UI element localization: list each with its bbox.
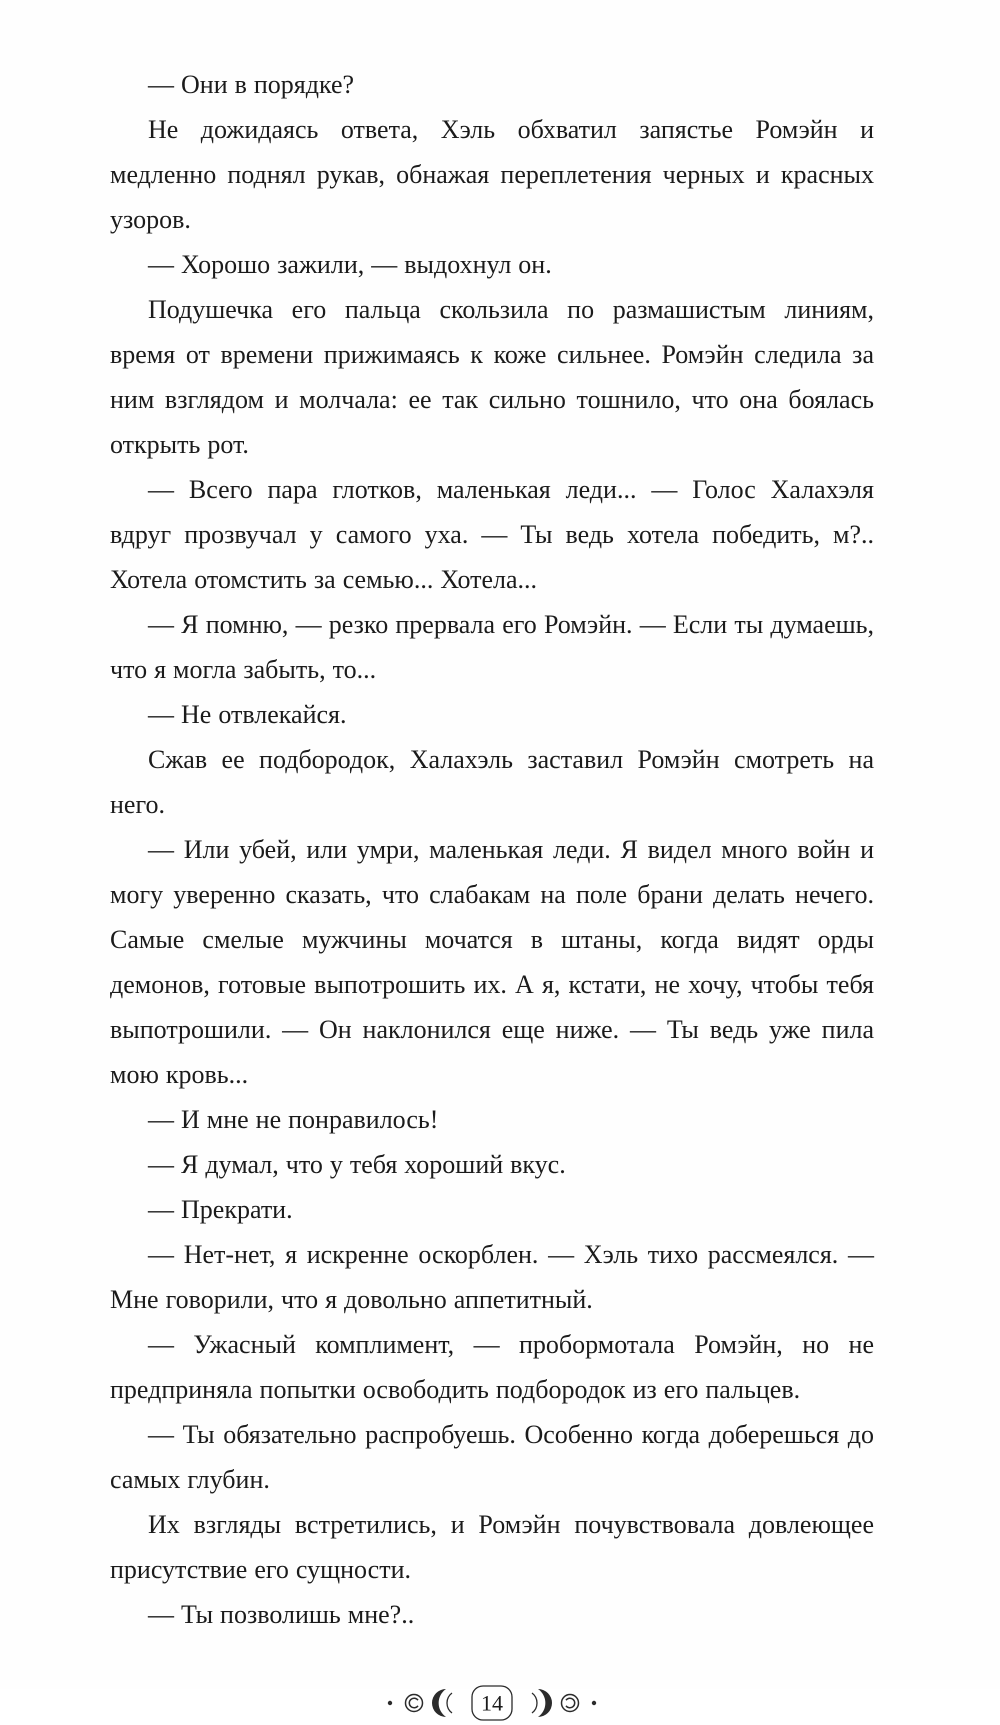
page-footer (110, 1681, 874, 1725)
paragraph: — Я думал, что у тебя хороший вкус. (148, 1150, 566, 1179)
paragraph: Сжав ее подбородок, Халахэль заставил Ромэйн смотреть на него. (110, 745, 874, 819)
left-crescent-icon (432, 1689, 452, 1717)
paragraph: — Прекрати. (148, 1195, 293, 1224)
paragraph: Подушечка его пальца скользила по размашистым линиям, время от времени прижимаясь к коже сильнее. Ромэйн следила за ним взглядом и молчала: ее так сильно тошнило, что она боялась открыть рот. (110, 295, 874, 459)
paragraph: Их взгляды встретились, и Ромэйн почувствовала довлеющее присутствие его сущности. (110, 1510, 874, 1584)
page-text (110, 62, 874, 1637)
paragraph: — Я помню, — резко прервала его Ромэйн. — Если ты думаешь, что я могла забыть, то... (110, 610, 874, 684)
footer-ornament (382, 1681, 602, 1725)
paragraph: Не дожидаясь ответа, Хэль обхватил запястье Ромэйн и медленно поднял рукав, обнажая переплетения черных и красных узоров. (110, 115, 874, 234)
right-spiral-circle-icon (562, 1695, 579, 1712)
page-number: 14 (481, 1690, 503, 1716)
paragraph: — Хорошо зажили, — выдохнул он. (148, 250, 552, 279)
left-dot-icon (388, 1701, 392, 1705)
paragraph: — Ты позволишь мне?.. (148, 1600, 415, 1629)
paragraph: — Они в порядке? (148, 70, 355, 99)
paragraph: — И мне не понравилось! (148, 1105, 439, 1134)
left-spiral-circle-icon (406, 1695, 423, 1712)
paragraph: — Нет-нет, я искренне оскорблен. — Хэль тихо рассмеялся. — Мне говорили, что я довольно аппетитный. (110, 1240, 874, 1314)
right-crescent-icon (532, 1689, 552, 1717)
paragraph: — Не отвлекайся. (148, 700, 347, 729)
paragraph: — Всего пара глотков, маленькая леди... — Голос Халахэля вдруг прозвучал у самого уха. — Ты ведь хотела победить, м?.. Хотела отомстить за семью... Хотела... (110, 475, 874, 594)
paragraph: — Или убей, или умри, маленькая леди. Я видел много войн и могу уверенно сказать, что слабакам на поле брани делать нечего. Самые смелые мужчины мочатся в штаны, когда видят орды демонов, готовые выпотрошить их. А я, кстати, не хочу, чтобы тебя выпотрошили. — Он наклонился еще ниже. — Ты ведь уже пила мою кровь... (110, 835, 874, 1089)
paragraph: — Ужасный комплимент, — пробормотала Ромэйн, но не предприняла попытки освободить подбородок из его пальцев. (110, 1330, 874, 1404)
paragraph: — Ты обязательно распробуешь. Особенно когда доберешься до самых глубин. (110, 1420, 874, 1494)
right-dot-icon (592, 1701, 596, 1705)
